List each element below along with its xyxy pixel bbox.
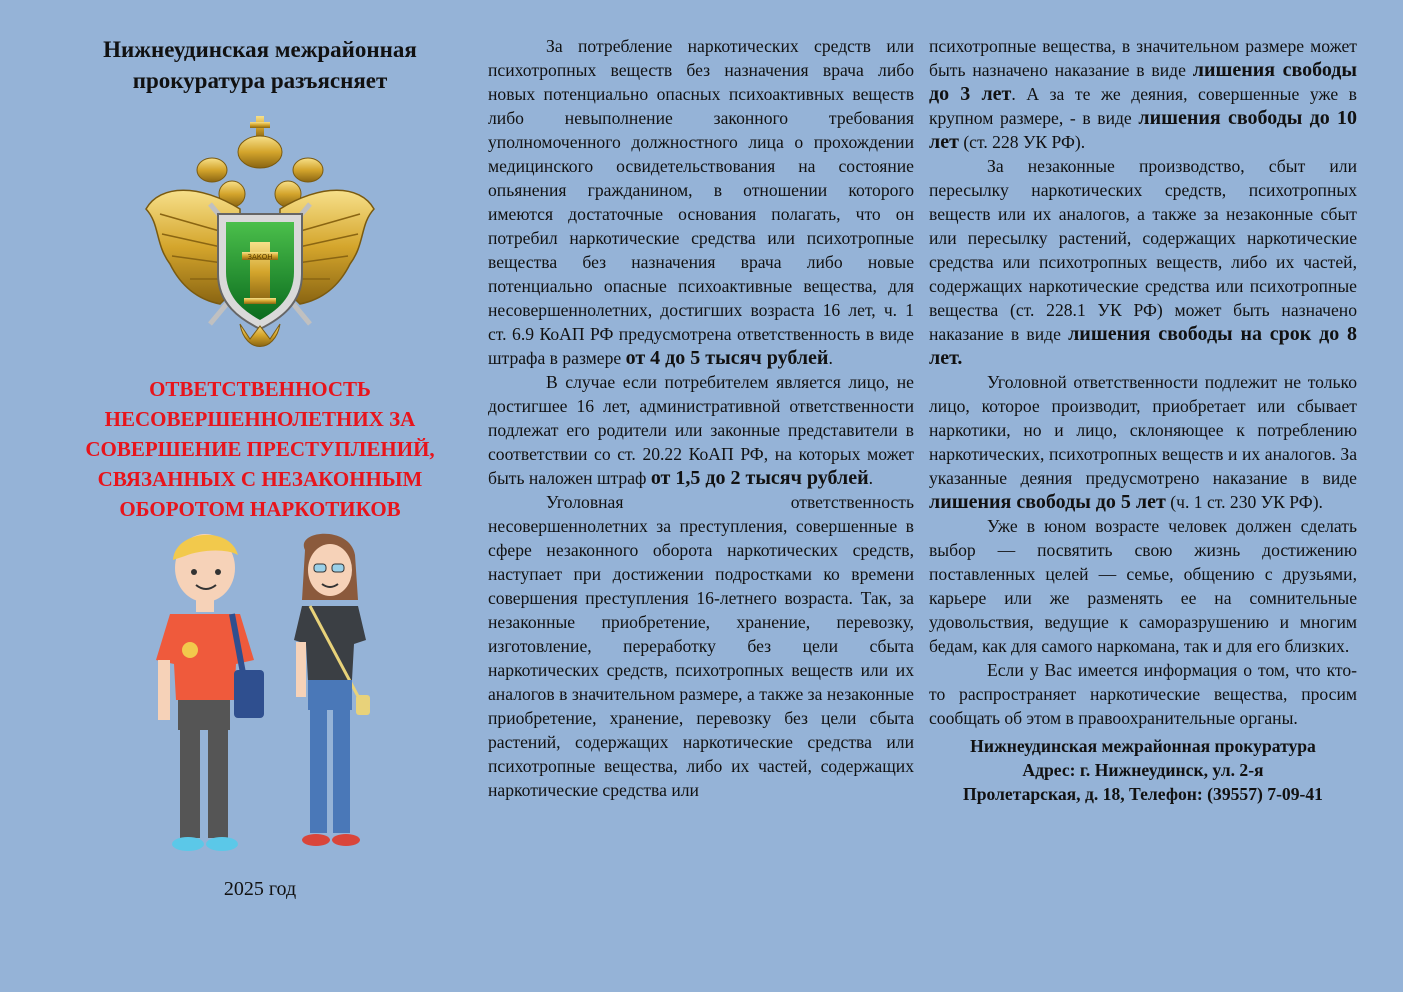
red-title-line1: ОТВЕТСТВЕННОСТЬ (149, 377, 371, 401)
red-title-line4: СВЯЗАННЫХ С НЕЗАКОННЫМ (97, 467, 423, 491)
penalty-term: лишения свободы на срок до 8 лет. (929, 323, 1357, 369)
red-title (50, 374, 470, 524)
teenagers-illustration-icon (130, 530, 390, 870)
penalty-term: лишения свободы до 5 лет (929, 491, 1166, 513)
paragraph: Уголовной ответственности подлежит не только лицо, которое производит, приобретает или сбывает наркотики, но и лицо, склоняющее к потреблению наркотических, психотропных веществ и их аналогов. За указанные деяния предусмотрено наказание в виде лишения свободы до 5 лет (ч. 1 ст. 230 УК РФ). (929, 372, 1357, 513)
paragraph: психотропные вещества, в значительном размере может быть назначено наказание в виде лишения свободы до 3 лет. А за те же деяния, совершенные уже в крупном размере, - в виде лишения свободы до 10 лет (ст. 228 УК РФ). (929, 36, 1357, 153)
text-column-1 (488, 34, 914, 802)
penalty-term: лишения свободы до 10 лет (929, 107, 1357, 153)
red-title-line2: НЕСОВЕРШЕННОЛЕТНИХ ЗА (104, 407, 416, 431)
text-column-2 (929, 34, 1357, 806)
penalty-term: лишения свободы до 3 лет (929, 59, 1357, 105)
left-panel (50, 34, 470, 870)
year-label: 2025 год (223, 878, 297, 900)
org-title-line2: прокуратура разъясняет (132, 68, 388, 93)
org-title-line1: Нижнеудинская межрайонная (103, 37, 417, 62)
paragraph: За незаконные производство, сбыт или пересылку наркотических средств, психотропных веществ или их аналогов, а также за незаконные сбыт или пересылку растений, содержащих наркотические средства или психотропных веществ, либо их частей, содержащих наркотические средства или психотропные вещества (ст. 228.1 УК РФ) может быть назначено наказание в виде лишения свободы на срок до 8 лет. (929, 156, 1357, 369)
fine-amount: от 4 до 5 тысяч рублей (625, 347, 829, 369)
emblem-label: ЗАКОН (247, 253, 273, 261)
paragraph: Если у Вас имеется информация о том, что кто-то распространяет наркотические вещества, просим сообщать об этом в правоохранительные органы. (929, 660, 1357, 728)
boy-figure (156, 534, 264, 851)
paragraph: Уже в юном возрасте человек должен сделать выбор — посвятить свою жизнь достижению поставленных целей — семье, общению с друзьями, карьере или же разменять ее на сомнительные удовольствия, ведущие к саморазрушению и многим бедам, как для самого наркомана, так и для его близких. (929, 516, 1357, 656)
paragraph: Уголовная ответственность несовершеннолетних за преступления, совершенные в сфере незаконного оборота наркотических средств, наступает при достижении подростками ко времени совершения преступления 16-летнего возраста. Так, за незаконные приобретение, хранение, перевозку, изготовление, переработку без цели сбыта наркотических средств, психотропных веществ или их аналогов в значительном размере, а также за незаконные приобретение, хранение, перевозку без цели сбыта растений, содержащих наркотические средства или психотропные вещества, либо их частей, содержащих наркотические средства или (488, 492, 914, 800)
red-title-line5: ОБОРОТОМ НАРКОТИКОВ (119, 497, 401, 521)
red-title-line3: СОВЕРШЕНИЕ ПРЕСТУПЛЕНИЙ, (85, 437, 435, 461)
footer-org: Нижнеудинская межрайонная прокуратура (970, 736, 1316, 756)
org-title (50, 34, 470, 96)
footer-address: Адрес: г. Нижнеудинск, ул. 2-я (1022, 760, 1264, 780)
footer-phone: Пролетарская, д. 18, Телефон: (39557) 7-09-41 (963, 784, 1323, 804)
paragraph: В случае если потребителем является лицо, не достигшее 16 лет, административной ответственности подлежат его родители или законные представители в соответствии со ст. 20.22 КоАП РФ, на которых может быть наложен штраф от 1,5 до 2 тысяч рублей. (488, 372, 914, 489)
paragraph: За потребление наркотических средств или психотропных веществ без назначения врача либо новых потенциально опасных психоактивных веществ либо невыполнение законного требования уполномоченного должностного лица о прохождении медицинского освидетельствования на состояние опьянения гражданином, в отношении которого имеются достаточные основания полагать, что он потребил наркотические средства или психотропные вещества без назначения врача либо новые потенциально опасные психоактивные вещества, для несовершеннолетних, достигших возраста 16 лет, ч. 1 ст. 6.9 КоАП РФ предусмотрена ответственность в виде штрафа в размере от 4 до 5 тысяч рублей. (488, 36, 914, 369)
contact-footer (929, 734, 1357, 806)
fine-amount: от 1,5 до 2 тысяч рублей (650, 467, 869, 489)
girl-figure (294, 534, 370, 846)
prosecutor-eagle-emblem-icon (140, 114, 380, 364)
